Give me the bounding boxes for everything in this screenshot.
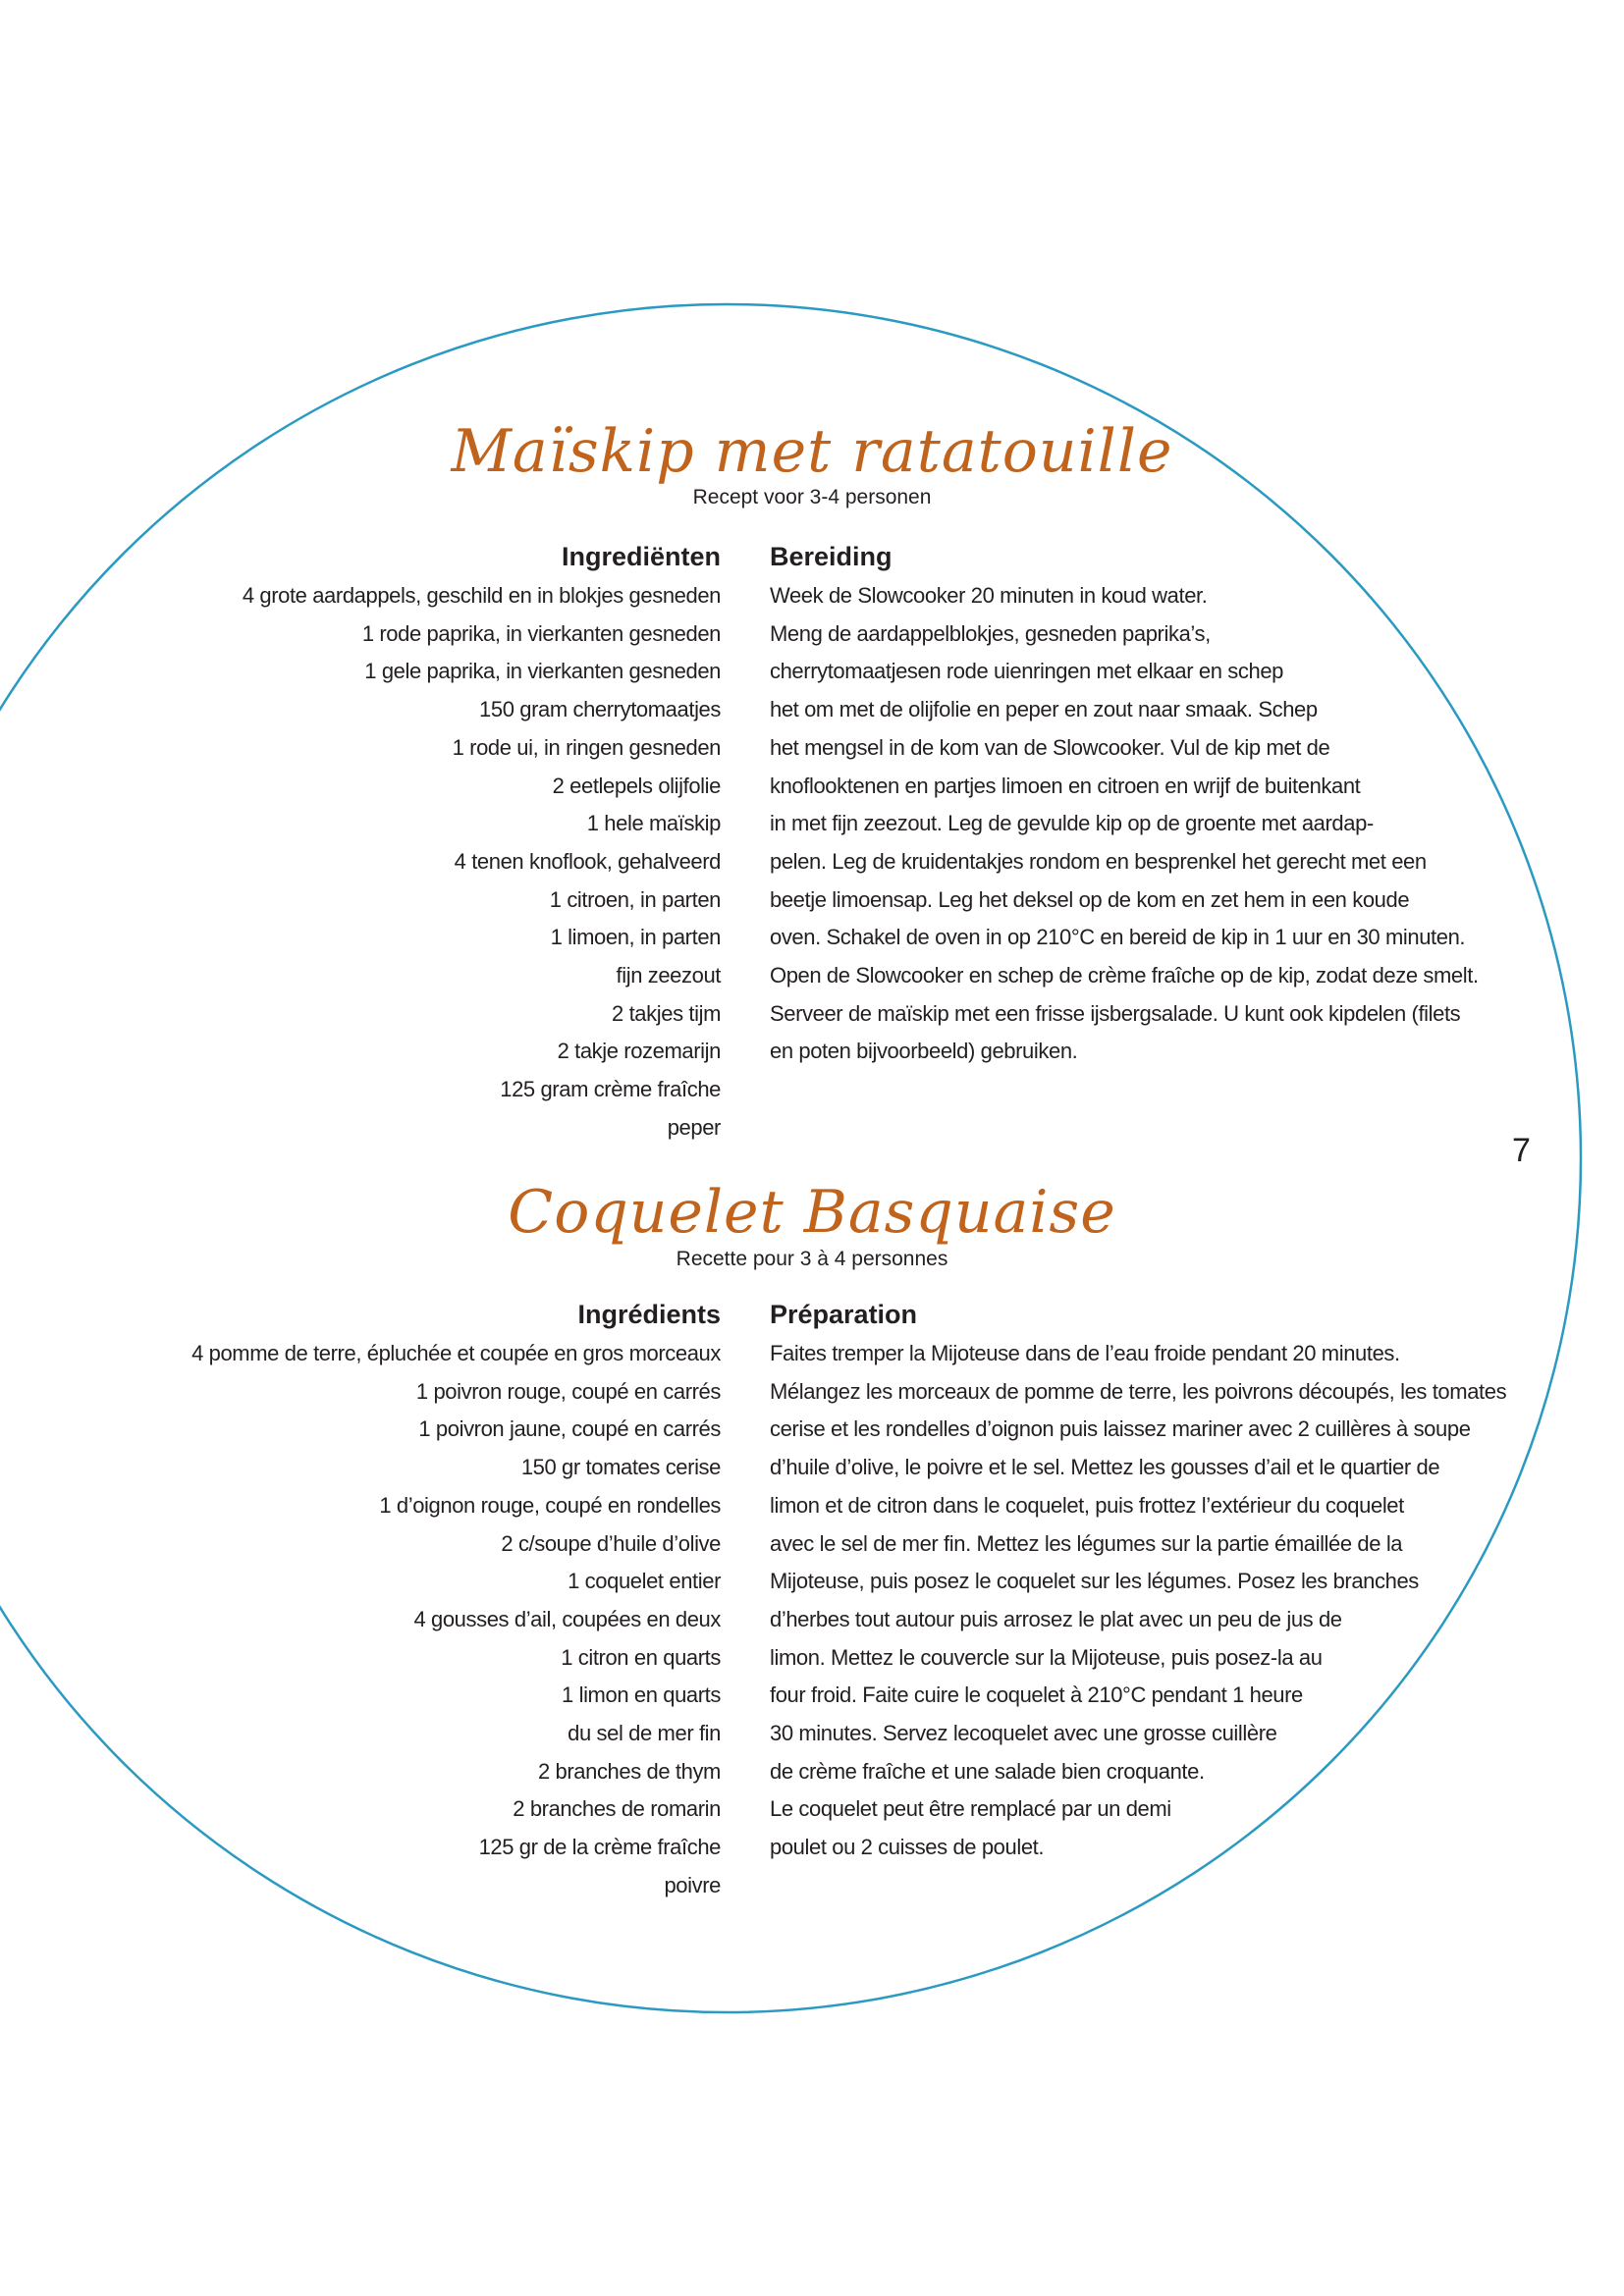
preparation-line: avec le sel de mer fin. Mettez les légumes sur la partie émaillée de la bbox=[770, 1530, 1403, 1556]
ingredient-item: 150 gram cherrytomaatjes bbox=[479, 697, 721, 722]
preparation-line: Mélangez les morceaux de pomme de terre, les poivrons découpés, les tomates bbox=[770, 1378, 1507, 1404]
ingredient-item: 1 poivron rouge, coupé en carrés bbox=[415, 1378, 721, 1404]
ingredient-item: 1 limoen, in parten bbox=[550, 925, 721, 950]
preparation-line: four froid. Faite cuire le coquelet à 210°C pendant 1 heure bbox=[770, 1682, 1303, 1708]
preparation-line: Le coquelet peut être remplacé par un demi bbox=[770, 1796, 1171, 1822]
preparation-line: Faites tremper la Mijoteuse dans de l’eau froide pendant 20 minutes. bbox=[770, 1341, 1400, 1365]
preparation-line: 30 minutes. Servez lecoquelet avec une grosse cuillère bbox=[770, 1721, 1277, 1746]
ingredient-item: 1 poivron jaune, coupé en carrés bbox=[418, 1416, 721, 1442]
preparation-line: limon et de citron dans le coquelet, puis frottez l’extérieur du coquelet bbox=[770, 1492, 1404, 1518]
ingredient-item: 1 rode paprika, in vierkanten gesneden bbox=[361, 620, 721, 646]
recipe-title-coquelet: Coquelet Basquaise bbox=[508, 1178, 1116, 1247]
ingredient-item: 2 branches de romarin bbox=[513, 1796, 721, 1822]
preparation-line: in met fijn zeezout. Leg de gevulde kip op de groente met aardap- bbox=[770, 811, 1374, 836]
ingredient-item: 2 eetlepels olijfolie bbox=[552, 773, 721, 798]
preparation-line: Open de Slowcooker en schep de crème fraîche op de kip, zodat deze smelt. bbox=[770, 963, 1479, 988]
preparation-line: knoflooktenen en partjes limoen en citroen en wrijf de buitenkant bbox=[770, 773, 1361, 798]
preparation-line: de crème fraîche et une salade bien croquante. bbox=[770, 1758, 1205, 1784]
ingredient-item: 4 grote aardappels, geschild en in blokjes gesneden bbox=[242, 583, 721, 608]
preparation-line: poulet ou 2 cuisses de poulet. bbox=[770, 1835, 1045, 1860]
ingredient-item: 125 gram crème fraîche bbox=[500, 1077, 721, 1102]
page-number: 7 bbox=[1512, 1132, 1531, 1169]
ingredient-item: 4 gousses d’ail, coupées en deux bbox=[413, 1606, 721, 1631]
preparation-line: d’huile d’olive, le poivre et le sel. Mettez les gousses d’ail et le quartier de bbox=[770, 1455, 1440, 1480]
ingredient-item: 2 branches de thym bbox=[537, 1758, 721, 1784]
ingredient-item: 125 gr de la crème fraîche bbox=[478, 1835, 721, 1860]
preparation-text-coquelet bbox=[770, 1335, 1516, 1867]
ingredient-item: poivre bbox=[664, 1872, 721, 1897]
recipe-subtitle-coquelet: Recette pour 3 à 4 personnes bbox=[676, 1248, 948, 1270]
recipe-title-maiskip: Maïskip met ratatouille bbox=[451, 417, 1173, 486]
ingredient-item: 1 gele paprika, in vierkanten gesneden bbox=[364, 659, 721, 684]
ingredient-item: 1 citroen, in parten bbox=[549, 886, 721, 912]
ingredient-item: peper bbox=[667, 1114, 721, 1140]
ingredient-item: 1 limon en quarts bbox=[562, 1682, 721, 1708]
ingredient-item: 1 citron en quarts bbox=[561, 1644, 721, 1670]
ingredient-item: 4 tenen knoflook, gehalveerd bbox=[454, 848, 721, 874]
recipe-subtitle-maiskip: Recept voor 3-4 personen bbox=[692, 486, 932, 508]
preparation-line: Mijoteuse, puis posez le coquelet sur les légumes. Posez les branches bbox=[770, 1569, 1419, 1594]
ingredient-item: du sel de mer fin bbox=[568, 1721, 721, 1746]
preparation-heading-maiskip: Bereiding bbox=[770, 542, 893, 571]
preparation-line: het om met de olijfolie en peper en zout naar smaak. Schep bbox=[770, 697, 1318, 722]
preparation-line: cherrytomaatjesen rode uienringen met elkaar en schep bbox=[770, 659, 1283, 684]
preparation-line: Serveer de maïskip met een frisse ijsbergsalade. U kunt ook kipdelen (filets bbox=[770, 1000, 1461, 1026]
ingredient-item: 4 pomme de terre, épluchée et coupée en gros morceaux bbox=[191, 1341, 721, 1365]
ingredient-item: 150 gr tomates cerise bbox=[520, 1455, 721, 1480]
ingredient-item: 2 takjes tijm bbox=[612, 1000, 721, 1026]
preparation-heading-coquelet: Préparation bbox=[770, 1300, 918, 1329]
preparation-line: beetje limoensap. Leg het deksel op de kom en zet hem in een koude bbox=[770, 886, 1410, 912]
ingredient-item: 2 c/soupe d’huile d’olive bbox=[501, 1530, 721, 1556]
preparation-line: Meng de aardappelblokjes, gesneden paprika’s, bbox=[770, 620, 1211, 646]
preparation-text-maiskip bbox=[770, 577, 1516, 1071]
ingredient-item: 2 takje rozemarijn bbox=[557, 1039, 721, 1064]
ingredients-heading-coquelet: Ingrédients bbox=[577, 1300, 721, 1329]
ingredient-item: 1 d’oignon rouge, coupé en rondelles bbox=[379, 1492, 721, 1518]
ingredients-heading-maiskip: Ingrediënten bbox=[561, 542, 721, 571]
preparation-line: limon. Mettez le couvercle sur la Mijoteuse, puis posez-la au bbox=[770, 1644, 1323, 1670]
ingredient-item: 1 rode ui, in ringen gesneden bbox=[452, 734, 721, 760]
preparation-line: d’herbes tout autour puis arrosez le plat avec un peu de jus de bbox=[770, 1606, 1342, 1631]
preparation-line: cerise et les rondelles d’oignon puis laissez mariner avec 2 cuillères à soupe bbox=[770, 1416, 1471, 1442]
ingredients-list-maiskip bbox=[243, 577, 721, 1148]
ingredient-item: fijn zeezout bbox=[616, 963, 721, 988]
preparation-line: het mengsel in de kom van de Slowcooker. Vul de kip met de bbox=[770, 734, 1330, 760]
preparation-line: pelen. Leg de kruidentakjes rondom en besprenkel het gerecht met een bbox=[770, 848, 1427, 874]
preparation-line: en poten bijvoorbeeld) gebruiken. bbox=[770, 1039, 1078, 1064]
preparation-line: Week de Slowcooker 20 minuten in koud water. bbox=[770, 583, 1208, 608]
ingredients-list-coquelet bbox=[191, 1335, 721, 1905]
ingredient-item: 1 coquelet entier bbox=[568, 1569, 721, 1594]
preparation-line: oven. Schakel de oven in op 210°C en bereid de kip in 1 uur en 30 minuten. bbox=[770, 925, 1466, 950]
ingredient-item: 1 hele maïskip bbox=[586, 811, 721, 836]
